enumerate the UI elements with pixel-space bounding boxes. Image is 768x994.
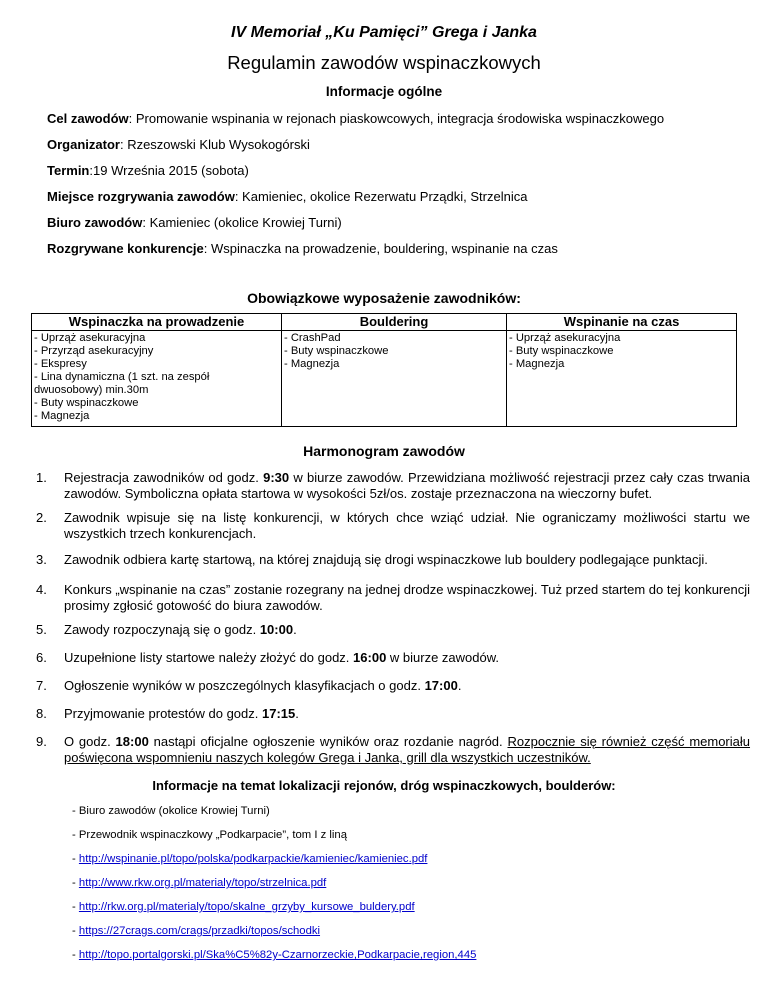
- topo-link-27crags[interactable]: https://27crags.com/crags/przadki/topos/schodki: [78, 925, 321, 937]
- list-item: - Magnezja: [34, 410, 90, 422]
- list-item: - CrashPad: [284, 332, 341, 344]
- list-item: - https://27crags.com/crags/przadki/topos/schodki: [72, 925, 321, 937]
- equipment-list-speed: [507, 331, 737, 427]
- info-organizer: Organizator: Rzeszowski Klub Wysokogórski: [47, 137, 310, 152]
- topo-link-portalgorski[interactable]: http://topo.portalgorski.pl/Ska%C5%82y-Czarnorzeckie,Podkarpacie,region,445: [78, 949, 477, 961]
- locations-heading: Informacje na temat lokalizacji rejonów, dróg wspinaczkowych, boulderów:: [152, 778, 616, 793]
- info-office: Biuro zawodów: Kamieniec (okolice Krowiej Turni): [47, 215, 342, 230]
- topo-link-skalne-grzyby[interactable]: http://rkw.org.pl/materialy/topo/skalne_grzyby_kursowe_buldery.pdf: [78, 901, 415, 913]
- info-date: Termin:19 Września 2015 (sobota): [47, 163, 249, 178]
- list-item: - Buty wspinaczkowe: [509, 345, 614, 357]
- list-item: - http://wspinanie.pl/topo/polska/podkarpackie/kamieniec/kamieniec.pdf: [72, 853, 428, 865]
- list-item: - http://topo.portalgorski.pl/Ska%C5%82y-Czarnorzeckie,Podkarpacie,region,445: [72, 949, 477, 961]
- equipment-heading: Obowiązkowe wyposażenie zawodników:: [247, 290, 521, 306]
- list-item: - http://www.rkw.org.pl/materialy/topo/strzelnica.pdf: [72, 877, 327, 889]
- info-venue: Miejsce rozgrywania zawodów: Kamieniec, okolice Rezerwatu Prządki, Strzelnica: [47, 189, 528, 204]
- list-item: - Magnezja: [509, 358, 565, 370]
- topo-link-strzelnica[interactable]: http://www.rkw.org.pl/materialy/topo/strzelnica.pdf: [78, 877, 327, 889]
- list-item: - Buty wspinaczkowe: [34, 397, 139, 409]
- info-competitions: Rozgrywane konkurencje: Wspinaczka na prowadzenie, bouldering, wspinanie na czas: [47, 241, 558, 256]
- list-item: - Przewodnik wspinaczkowy „Podkarpacie”, tom I z liną: [72, 829, 347, 841]
- list-item: - Przyrząd asekuracyjny: [34, 345, 154, 357]
- list-item: - Ekspresy: [34, 358, 87, 370]
- memorial-title: IV Memoriał „Ku Pamięci” Grega i Janka: [231, 24, 537, 41]
- list-item: - Uprząż asekuracyjna: [509, 332, 621, 344]
- schedule-heading: Harmonogram zawodów: [303, 443, 465, 459]
- topo-link-kamieniec[interactable]: http://wspinanie.pl/topo/polska/podkarpackie/kamieniec/kamieniec.pdf: [78, 853, 428, 865]
- list-item: - Uprząż asekuracyjna: [34, 332, 146, 344]
- list-item: - http://rkw.org.pl/materialy/topo/skalne_grzyby_kursowe_buldery.pdf: [72, 901, 415, 913]
- equipment-table: [31, 313, 737, 427]
- rules-title: Regulamin zawodów wspinaczkowych: [227, 52, 541, 73]
- list-item: - Buty wspinaczkowe: [284, 345, 389, 357]
- equipment-col-bouldering: Bouldering: [282, 314, 507, 331]
- list-item: - Biuro zawodów (okolice Krowiej Turni): [72, 805, 270, 817]
- info-goal: Cel zawodów: Promowanie wspinania w rejonach piaskowcowych, integracja środowiska wspinaczkowego: [47, 111, 665, 126]
- list-item: - Lina dynamiczna (1 szt. na zespół dwuosobowy) min.30m: [34, 371, 210, 396]
- equipment-col-lead: Wspinaczka na prowadzenie: [32, 314, 282, 331]
- equipment-col-speed: Wspinanie na czas: [507, 314, 737, 331]
- general-info-heading: Informacje ogólne: [325, 84, 443, 99]
- list-item: - Magnezja: [284, 358, 340, 370]
- equipment-list-bouldering: [282, 331, 507, 427]
- equipment-list-lead: [32, 331, 282, 427]
